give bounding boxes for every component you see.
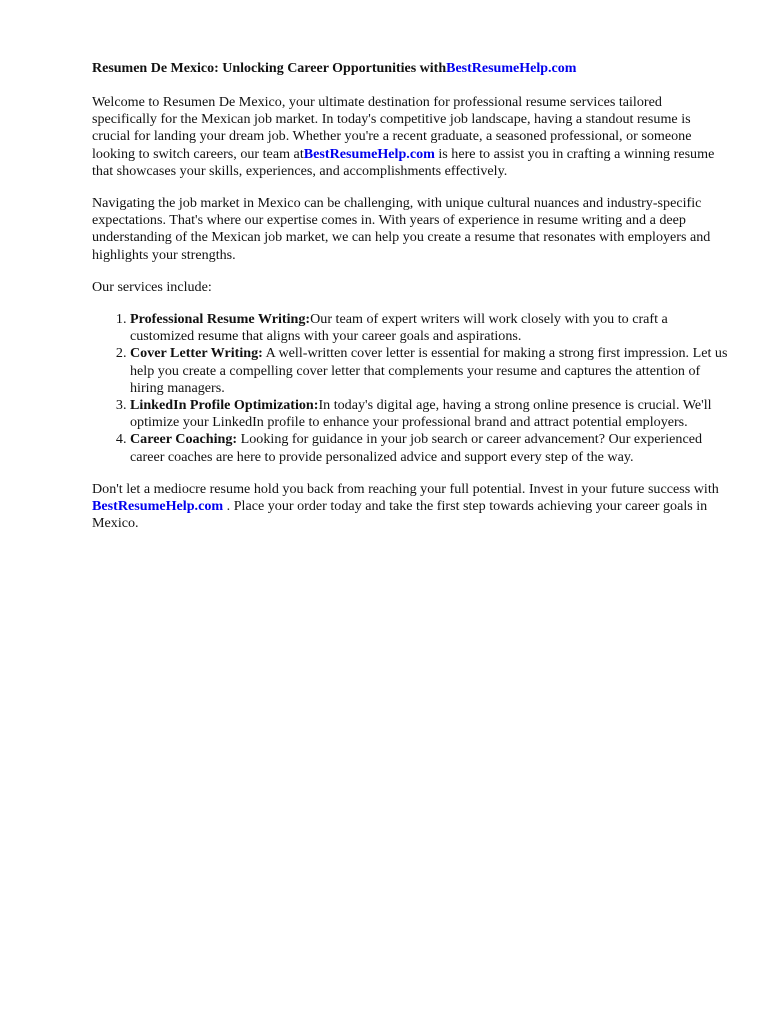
service-term: LinkedIn Profile Optimization:	[130, 397, 319, 414]
intro-text-before: Welcome to Resumen De Mexico, your ultimate destination for professional resume services tailored specifically for the Mexican job market. In today's competitive job landscape, having a standout resume is crucial for landing your dream job. Whether you're a recent graduate, a seasoned professional, or someone looking to switch careers, our team at	[92, 94, 692, 162]
services-heading: Our services include:	[92, 278, 212, 295]
navigating-paragraph: Navigating the job market in Mexico can be challenging, with unique cultural nuances and industry-specific expectations. That's where our expertise comes in. With years of experience in resume writing and a deep understanding of the Mexican job market, we can help you create a resume that resonates with employers and highlights your strengths.	[92, 195, 711, 263]
service-desc: A well-written cover letter is essential for making a strong first impression. Let us help you create a compelling cover letter that complements your resume and captures the attention of hiring managers.	[130, 345, 728, 396]
services-list	[92, 311, 728, 466]
closing-text-after: . Place your order today and take the first step towards achieving your career goals in Mexico.	[92, 498, 708, 532]
intro-paragraph	[92, 94, 728, 180]
document-page	[92, 60, 728, 547]
service-term: Career Coaching:	[130, 431, 238, 448]
closing-paragraph	[92, 481, 728, 533]
service-desc: In today's digital age, having a strong online presence is crucial. We'll optimize your LinkedIn profile to enhance your professional brand and attract potential employers.	[130, 397, 712, 431]
service-term: Professional Resume Writing:	[130, 311, 311, 328]
service-item-resume-writing	[130, 311, 728, 345]
service-term: Cover Letter Writing:	[130, 345, 263, 362]
service-desc: Looking for guidance in your job search or career advancement? Our experienced career coaches are here to provide personalized advice and support every step of the way.	[130, 431, 703, 465]
intro-text-after: is here to assist you in crafting a winning resume that showcases your skills, experiences, and accomplishments effectively.	[92, 145, 715, 179]
title-text: Resumen De Mexico: Unlocking Career Opportunities with	[92, 61, 447, 76]
closing-text-before: Don't let a mediocre resume hold you back from reaching your full potential. Invest in your future success with	[92, 480, 719, 497]
title-link[interactable]: BestResumeHelp.com	[446, 61, 577, 76]
closing-link[interactable]: BestResumeHelp.com	[92, 498, 224, 515]
page-title	[92, 60, 728, 78]
intro-link[interactable]: BestResumeHelp.com	[303, 145, 435, 162]
service-item-cover-letter	[130, 345, 728, 397]
service-desc: Our team of expert writers will work closely with you to craft a customized resume that aligns with your career goals and aspirations.	[130, 311, 668, 345]
service-item-linkedin	[130, 397, 728, 431]
service-item-career-coaching	[130, 431, 728, 465]
